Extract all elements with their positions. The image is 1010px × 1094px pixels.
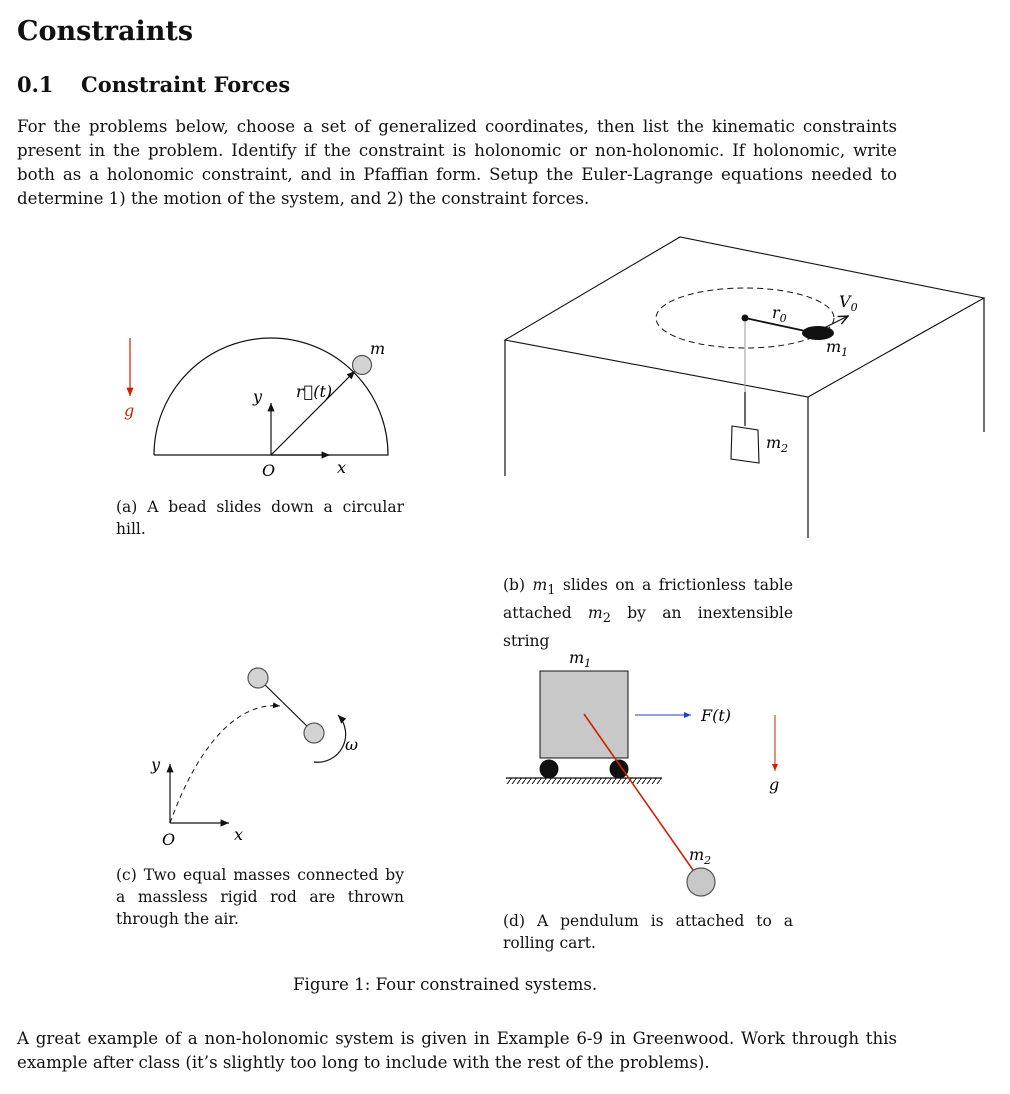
pendulum-bob (687, 868, 715, 896)
x-label: x (337, 458, 347, 477)
origin-label: O (262, 461, 276, 480)
gravity-label: g (124, 401, 135, 420)
mass-label: m (370, 339, 386, 358)
r0-label: $r_0$ (772, 303, 787, 325)
origin-label: O (162, 830, 176, 849)
caption-d: (d) A pendulum is attached to a rolling cart. (503, 912, 793, 952)
outro-paragraph: A great example of a non-holonomic system is given in Example 6-9 in Greenwood. Work through this example after class (it’s slightly too long to include with the rest of the problems). (17, 1029, 897, 1072)
gravity-label: g (769, 775, 780, 794)
figure-b-diagram (500, 232, 1000, 544)
y-label: y (253, 387, 263, 406)
velocity-arrow (818, 316, 848, 331)
caption-b: (b) $m_1$ slides on a frictionless table attached $m_2$ by an inextensible string (503, 576, 793, 651)
cart-wheel (610, 760, 629, 779)
r-label: r⃗(t) (296, 382, 333, 401)
caption-c: (c) Two equal masses connected by a massless rigid rod are thrown through the air. (116, 866, 404, 928)
ground-hatch (506, 778, 662, 784)
x-label: x (234, 825, 244, 844)
mass-m2 (731, 426, 759, 463)
m2-label: $m_2$ (689, 845, 712, 867)
figure-caption: Figure 1: Four constrained systems. (293, 975, 598, 994)
rigid-rod (258, 678, 314, 733)
mass-2 (304, 723, 324, 743)
m2-label: $m_2$ (766, 433, 789, 455)
caption-a: (a) A bead slides down a circular hill. (116, 498, 404, 538)
force-label: F(t) (701, 706, 732, 725)
figure-d-diagram (500, 640, 820, 905)
m1-label: $m_1$ (826, 337, 849, 359)
omega-label: ω (345, 735, 359, 754)
mass-1 (248, 668, 268, 688)
m1-label: $m_1$ (569, 648, 592, 670)
bead (353, 356, 372, 375)
y-label: y (151, 755, 161, 774)
section-heading (17, 72, 290, 97)
section-number: 0.1 (17, 72, 54, 97)
v0-label: $V_0$ (839, 292, 858, 314)
trajectory (170, 706, 280, 823)
figure-a-diagram (110, 330, 410, 485)
figure-c-diagram (140, 660, 380, 850)
intro-paragraph: For the problems below, choose a set of generalized coordinates, then list the kinematic constraints present in the problem. Identify if the constraint is holonomic or non-holonomic. If holonomic, write both as a holonomic constraint, and in Pfaffian form. Setup the Euler-Lagrange equations needed to determine 1) the motion of the system, and 2) the constraint forces. (17, 117, 897, 208)
page-title: Constraints (17, 16, 194, 47)
pendulum-rod (584, 714, 700, 880)
cart-wheel (540, 760, 559, 779)
section-title: Constraint Forces (81, 72, 291, 97)
